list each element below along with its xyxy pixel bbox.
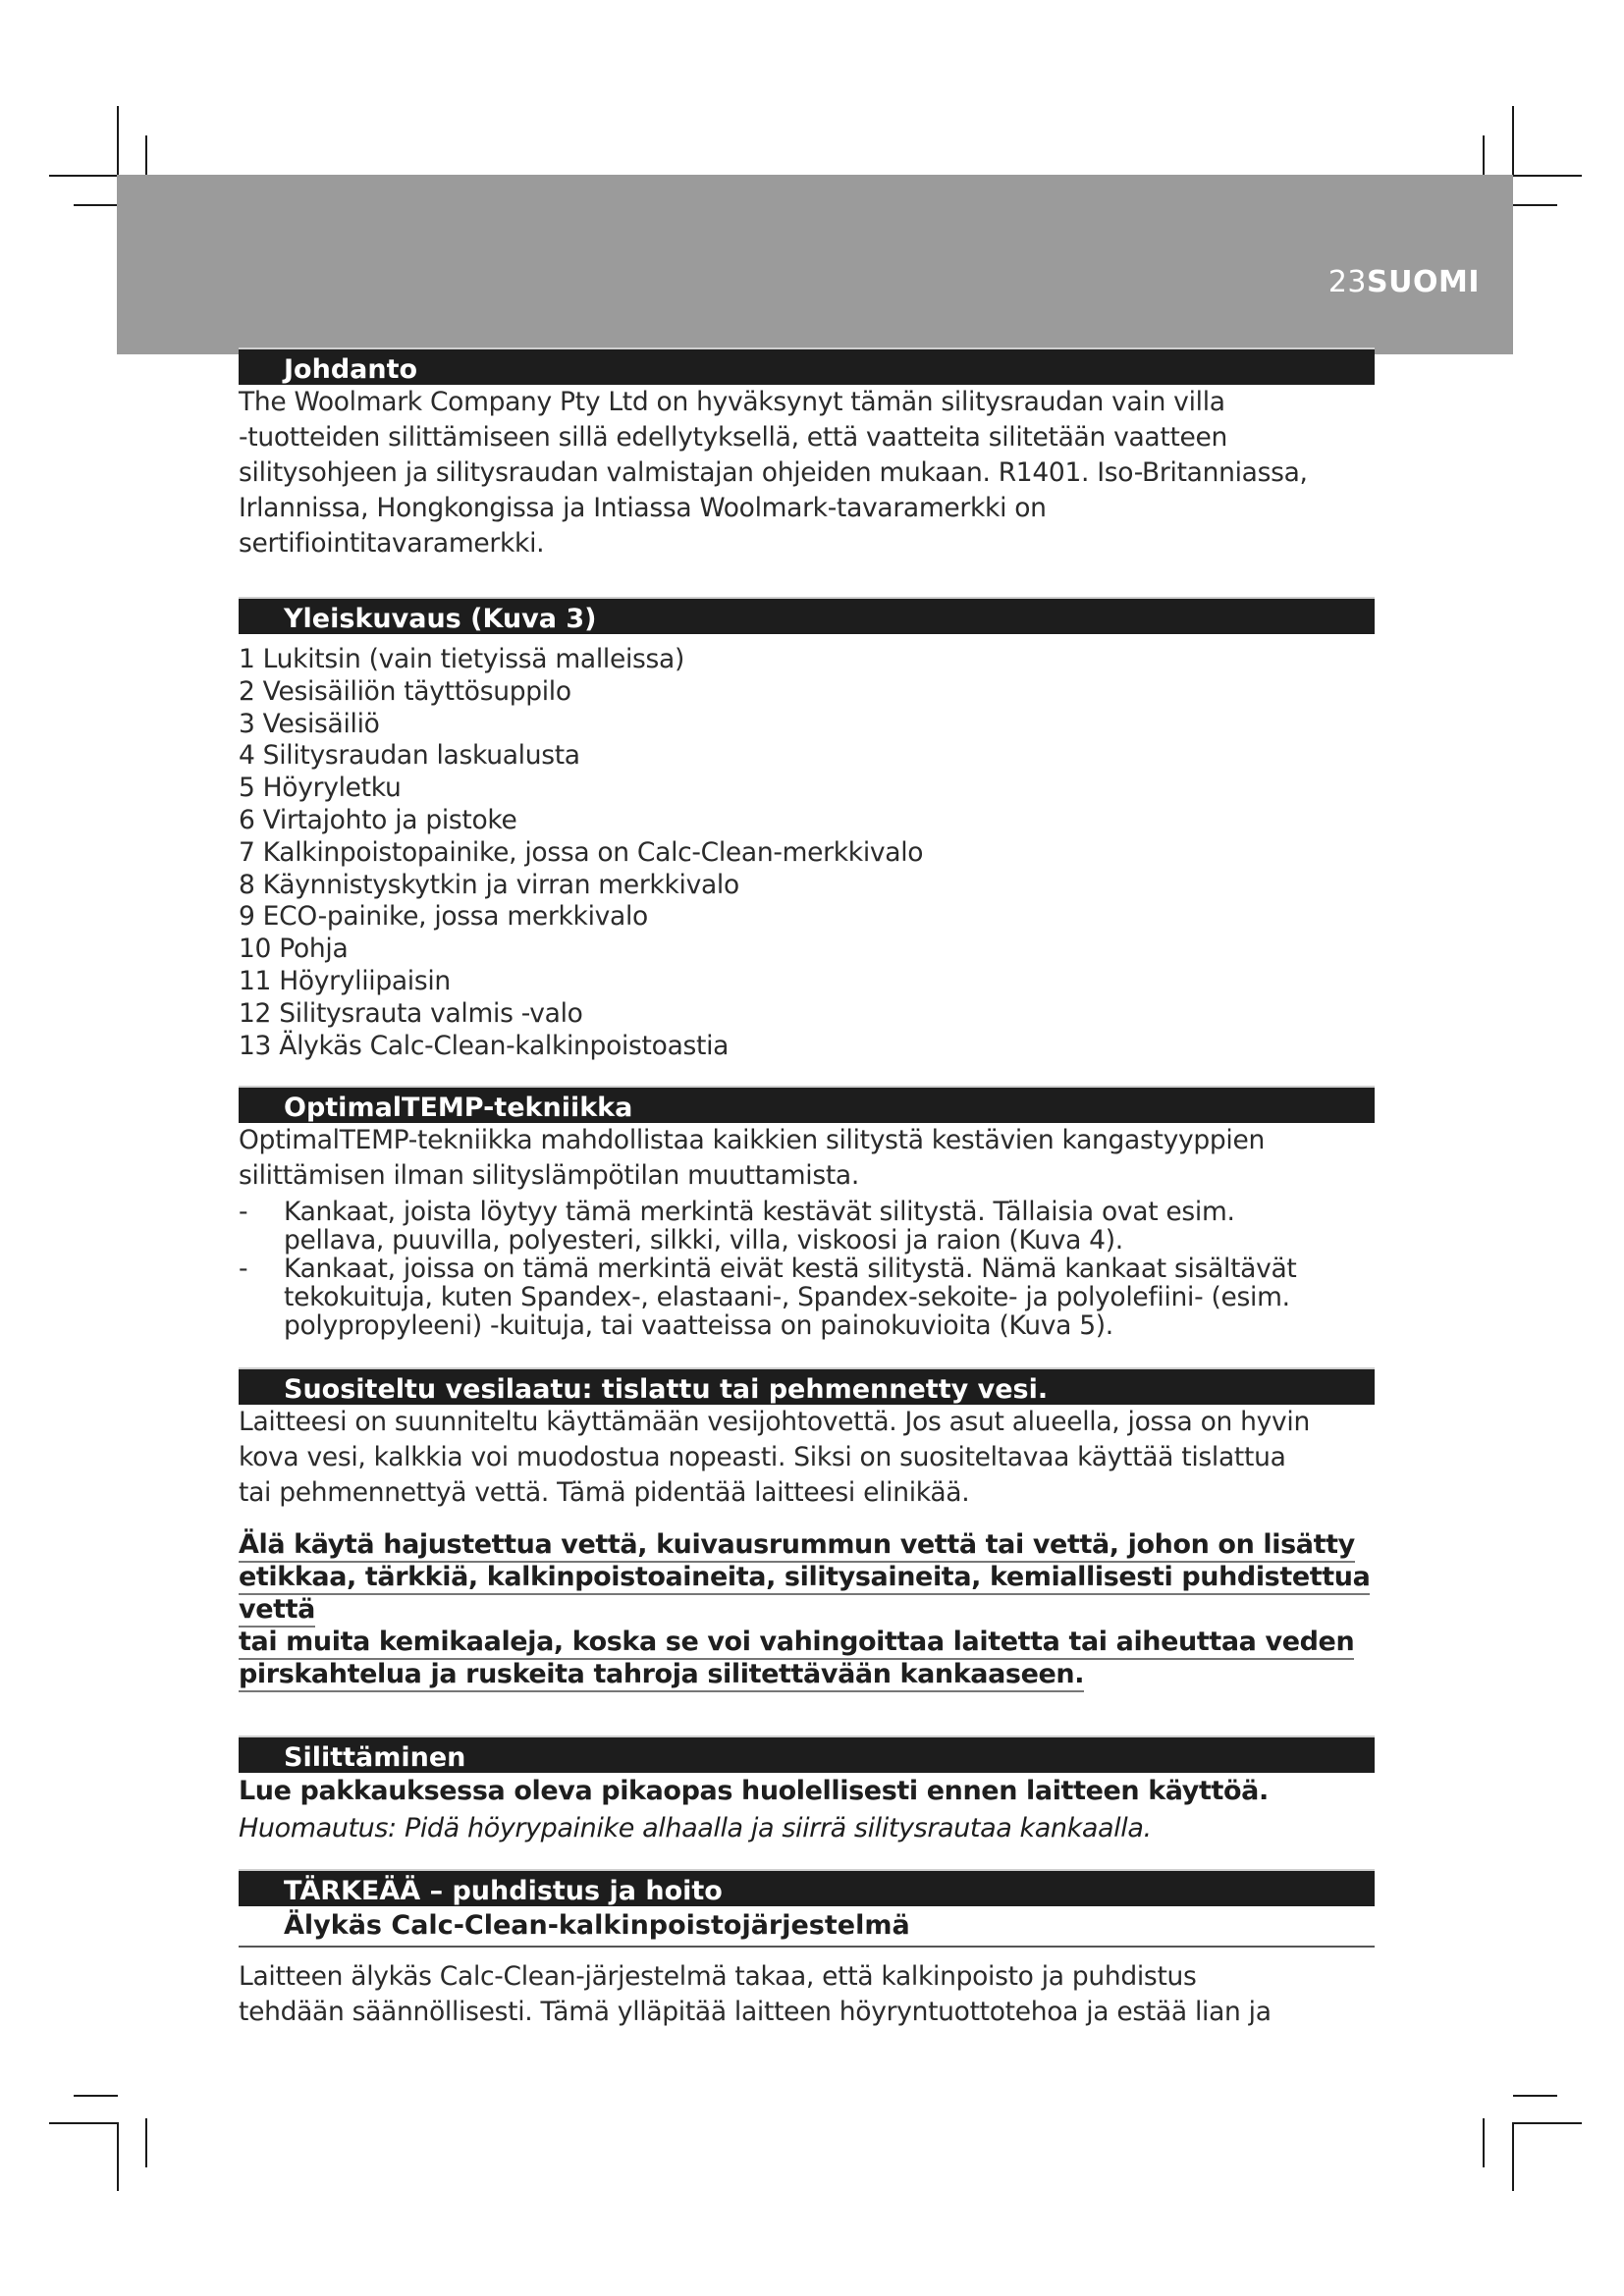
bullet-line: tekokuituja, kuten Spandex-, elastaani-, Spandex-sekoite- ja polyolefiini- (esim. [284, 1282, 1290, 1313]
paragraph-line: Irlannissa, Hongkongissa ja Intiassa Woolmark-tavaramerkki on [239, 493, 1047, 523]
crop-mark [49, 175, 118, 177]
bullet-line: Kankaat, joissa on tämä merkintä eivät kestä silitystä. Nämä kankaat sisältävät [284, 1254, 1297, 1285]
paragraph-line: Laitteesi on suunniteltu käyttämään vesijohtovettä. Jos asut alueella, jossa on hyvin [239, 1407, 1310, 1438]
paragraph-line: OptimalTEMP-tekniikka mahdollistaa kaikkien silitystä kestävien kangastyyppien [239, 1125, 1265, 1156]
optimaltemp-paragraph [239, 1123, 1375, 1194]
warning-line [239, 1658, 1375, 1690]
crop-mark [74, 2095, 118, 2097]
list-item: 6 Virtajohto ja pistoke [239, 804, 517, 835]
crop-mark [1513, 204, 1557, 206]
paragraph-line: tehdään säännöllisesti. Tämä ylläpitää laitteen höyryntuottotehoa ja estää lian ja [239, 1997, 1272, 2028]
section-heading-water: Suositeltu vesilaatu: tislattu tai pehmennetty vesi. [239, 1367, 1375, 1405]
section-heading-optimaltemp: OptimalTEMP-tekniikka [239, 1086, 1375, 1123]
crop-mark [117, 2122, 119, 2191]
list-item: 10 Pohja [239, 934, 349, 965]
paragraph-line: silitysohjeen ja silitysraudan valmistajan ohjeiden mukaan. R1401. Iso-Britanniassa, [239, 457, 1308, 488]
page-content [239, 347, 1375, 2030]
warning-line [239, 1561, 1375, 1626]
language-label: SUOMI [1367, 265, 1480, 299]
bullet-line: pellava, puuvilla, polyesteri, silkki, villa, viskoosi ja raion (Kuva 4). [284, 1225, 1123, 1256]
overview-list [239, 644, 1375, 1062]
crop-mark [1513, 175, 1582, 177]
optimaltemp-bullet-list [239, 1198, 1375, 1340]
bullet-item [239, 1255, 1375, 1340]
crop-mark [1513, 2095, 1557, 2097]
list-item: 8 Käynnistyskytkin ja virran merkkivalo [239, 869, 739, 900]
list-item: 7 Kalkinpoistopainike, jossa on Calc-Clean-merkkivalo [239, 836, 924, 868]
cleaning-paragraph [239, 1959, 1375, 2030]
section-heading-overview: Yleiskuvaus (Kuva 3) [239, 597, 1375, 634]
ironing-note: Huomautus: Pidä höyrypainike alhaalla ja siirrä silitysrautaa kankaalla. [239, 1813, 1152, 1844]
list-item: 2 Vesisäiliön täyttösuppilo [239, 675, 571, 707]
page-label [1328, 265, 1480, 299]
list-item: 11 Höyryliipaisin [239, 965, 451, 996]
paragraph-line: silittämisen ilman silityslämpötilan muuttamista. [239, 1160, 859, 1192]
section-heading-cleaning: TÄRKEÄÄ – puhdistus ja hoito [239, 1869, 1375, 1906]
list-item: 12 Silitysrauta valmis -valo [239, 997, 583, 1029]
crop-mark [1483, 2118, 1485, 2167]
crop-mark [117, 106, 119, 175]
bullet-dash: - [239, 1254, 248, 1285]
section-heading-ironing: Silittäminen [239, 1735, 1375, 1773]
paragraph-line: tai pehmennettyä vettä. Tämä pidentää laitteesi elinikää. [239, 1477, 970, 1509]
bullet-line: polypropyleeni) -kuituja, tai vaatteissa on painokuvioita (Kuva 5). [284, 1310, 1113, 1342]
crop-mark [74, 204, 118, 206]
warning-line [239, 1626, 1375, 1658]
water-paragraph [239, 1405, 1375, 1511]
bullet-item [239, 1198, 1375, 1255]
bullet-dash: - [239, 1197, 248, 1228]
crop-mark [1512, 2122, 1514, 2191]
bullet-line: Kankaat, joista löytyy tämä merkintä kestävät silitystä. Tällaisia ovat esim. [284, 1197, 1235, 1228]
list-item: 4 Silitysraudan laskualusta [239, 740, 580, 772]
list-item: 13 Älykäs Calc-Clean-kalkinpoistoastia [239, 1030, 730, 1061]
subsection-heading-calc-clean: Älykäs Calc-Clean-kalkinpoistojärjestelmä [239, 1906, 1375, 1948]
warning-text: tai muita kemikaaleja, koska se voi vahingoittaa laitetta tai aiheuttaa veden [239, 1627, 1354, 1660]
crop-mark [1513, 2122, 1582, 2124]
warning-text: etikkaa, tärkkiä, kalkinpoistoaineita, silitysaineita, kemiallisesti puhdistettua vettä [239, 1562, 1370, 1628]
list-item: 5 Höyryletku [239, 773, 402, 804]
paragraph-line: The Woolmark Company Pty Ltd on hyväksynyt tämän silitysraudan vain villa [239, 387, 1225, 417]
list-item: 1 Lukitsin (vain tietyissä malleissa) [239, 644, 685, 674]
list-item: 9 ECO-painike, jossa merkkivalo [239, 901, 648, 933]
list-item: 3 Vesisäiliö [239, 708, 380, 739]
page-number: 23 [1327, 265, 1367, 299]
water-warning [239, 1528, 1375, 1690]
paragraph-line: kova vesi, kalkkia voi muodostua nopeasti. Siksi on suositeltavaa käyttää tislattua [239, 1442, 1286, 1473]
paragraph-line: -tuotteiden silittämiseen sillä edellytyksellä, että vaatteita silitetään vaatteen [239, 422, 1228, 453]
paragraph-line: Laitteen älykäs Calc-Clean-järjestelmä takaa, että kalkinpoisto ja puhdistus [239, 1961, 1197, 1993]
paragraph-line: sertifiointitavaramerkki. [239, 528, 545, 559]
ironing-instruction: Lue pakkauksessa oleva pikaopas huolellisesti ennen laitteen käyttöä. [239, 1776, 1269, 1807]
crop-mark [49, 2122, 118, 2124]
intro-paragraph [239, 385, 1375, 561]
warning-text: Älä käytä hajustettua vettä, kuivausrummun vettä tai vettä, johon on lisätty [239, 1529, 1355, 1563]
crop-mark [1512, 106, 1514, 175]
crop-mark [145, 2118, 147, 2167]
section-heading-intro: Johdanto [239, 347, 1375, 385]
page-header [117, 175, 1513, 354]
warning-line [239, 1528, 1375, 1561]
warning-text: pirskahtelua ja ruskeita tahroja silitettävään kankaaseen. [239, 1659, 1084, 1692]
